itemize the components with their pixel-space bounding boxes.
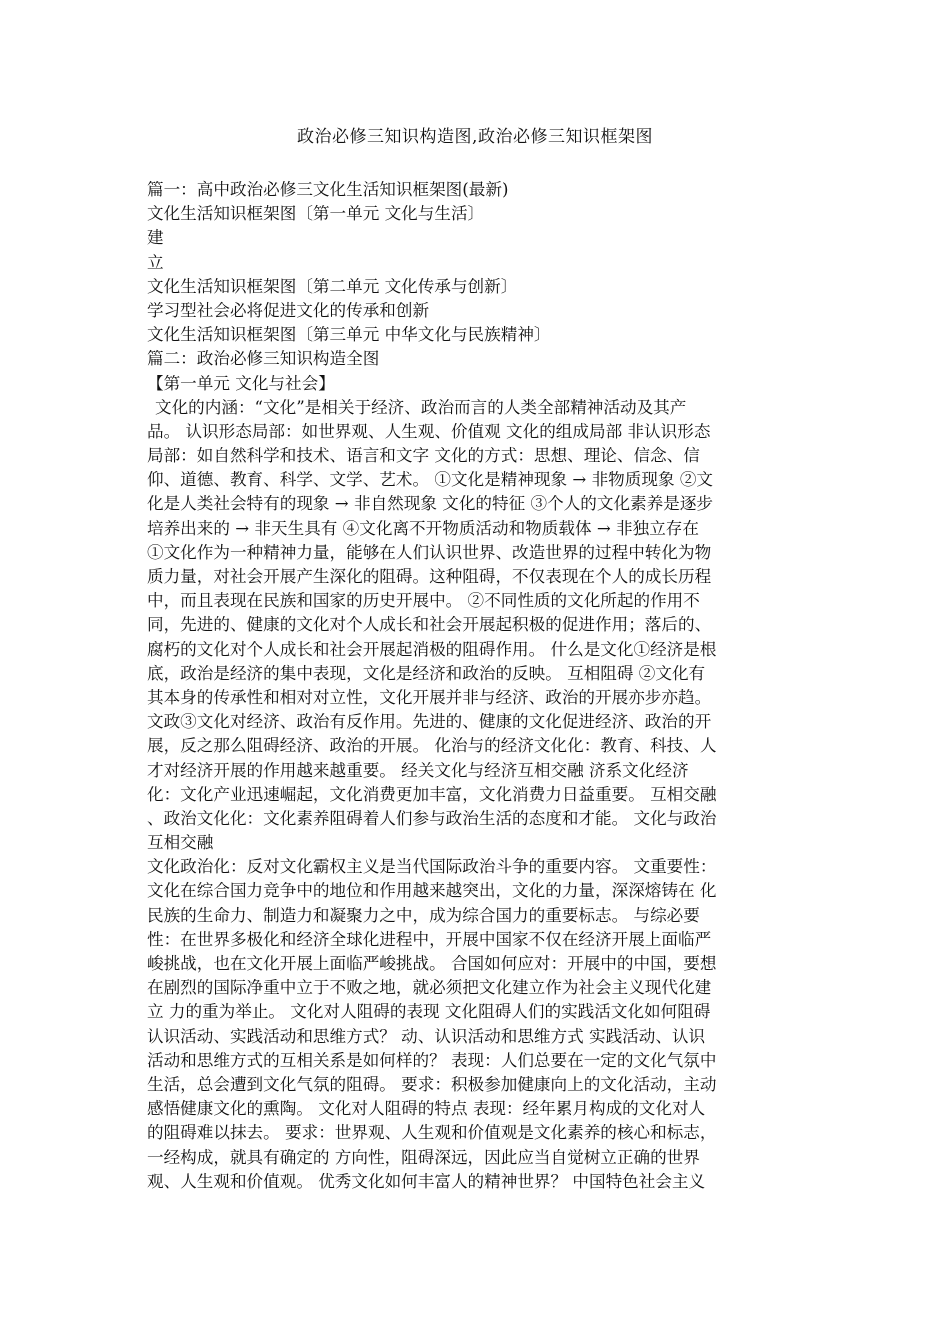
paragraph-line: 一经构成，就具有确定的 方向性，阻碍深远，因此应当自觉树立正确的世界 [147, 1147, 700, 1167]
paragraph-line: 质力量，对社会开展产生深化的阻碍。这种阻碍，不仅表现在个人的成长历程 [147, 567, 712, 586]
paragraph-line: 生活，总会遭到文化气氛的阻碍。 要求：积极参加健康向上的文化活动，主动 [147, 1074, 717, 1094]
paragraph-line: 中，而且表现在民族和国家的历史开展中。 ②不同性质的文化所起的作用不 [147, 591, 700, 611]
paragraph-line: 、政治文化化：文化素养阻碍着人们参与政治生活的态度和才能。 文化与政治 [147, 808, 717, 828]
paragraph-line: 篇二：政治必修三知识构造全图 [147, 349, 380, 369]
paragraph-line: 文化的内涵：“文化”是相关于经济、政治而言的人类全部精神活动及其产 [155, 397, 687, 417]
paragraph-line: 才对经济开展的作用越来越重要。 经关文化与经济互相交融 济系文化经济 [147, 760, 689, 780]
paragraph-line: 文化在综合国力竞争中的地位和作用越来越突出，文化的力量，深深熔铸在 化 [147, 881, 717, 901]
document-title: 政治必修三知识构造图,政治必修三知识框架图 [297, 127, 653, 147]
paragraph-line: 仰、道德、教育、科学、文学、艺术。 ①文化是精神现象 → 非物质现象 ②文 [147, 470, 714, 490]
paragraph-line: 腐朽的文化对个人成长和社会开展起消极的阻碍作用。 什么是文化①经济是根 [147, 639, 717, 659]
paragraph-line: 培养出来的 → 非天生具有 ④文化离不开物质活动和物质载体 → 非独立存在 [147, 518, 699, 538]
paragraph-line: 化：文化产业迅速崛起，文化消费更加丰富，文化消费力日益重要。 互相交融 [147, 784, 717, 804]
paragraph-line: 互相交融 [147, 833, 214, 853]
paragraph-line: 立 力的重为举止。 文化对人阻碍的表现 文化阻碍人们的实践活文化如何阻碍 [147, 1002, 711, 1022]
paragraph-line: 展，反之那么阻碍经济、政治的开展。 化治与的经济文化化：教育、科技、人 [147, 736, 717, 756]
paragraph-line: 文化生活知识框架图〔第一单元 文化与生活〕 [147, 204, 485, 224]
paragraph-line: 文化生活知识框架图〔第三单元 中华文化与民族精神〕 [147, 325, 551, 345]
paragraph-line: 民族的生命力、制造力和凝聚力之中，成为综合国力的重要标志。 与综必要 [147, 905, 700, 925]
paragraph-line: 观、人生观和价值观。 优秀文化如何丰富人的精神世界？ 中国特色社会主义 [147, 1171, 706, 1191]
paragraph-line: 底，政治是经济的集中表现，文化是经济和政治的反映。 互相阻碍 ②文化有 [147, 663, 706, 683]
paragraph-line: 认识活动、实践活动和思维方式？ 动、认识活动和思维方式 实践活动、认识 [147, 1026, 706, 1046]
paragraph-line: 文化政治化：反对文化霸权主义是当代国际政治斗争的重要内容。 文重要性： [147, 857, 717, 877]
paragraph-line: 文政③文化对经济、政治有反作用。先进的、健康的文化促进经济、政治的开 [147, 712, 712, 732]
paragraph-line: 立 [147, 252, 164, 272]
paragraph-line: 感悟健康文化的熏陶。 文化对人阻碍的特点 表现：经年累月构成的文化对人 [147, 1099, 706, 1119]
paragraph-line: 文化生活知识框架图〔第二单元 文化传承与创新〕 [147, 276, 518, 296]
section-heading: 【第一单元 文化与社会】 [147, 373, 335, 393]
paragraph-line: 学习型社会必将促进文化的传承和创新 [147, 300, 430, 320]
paragraph-line: 品。 认识形态局部：如世界观、人生观、价值观 文化的组成局部 非认识形态 [147, 421, 711, 441]
paragraph-line: 其本身的传承性和相对对立性，文化开展并非与经济、政治的开展亦步亦趋。 [147, 687, 712, 707]
paragraph-line: 篇一：高中政治必修三文化生活知识框架图(最新) [147, 180, 509, 199]
paragraph-line: 活动和思维方式的互相关系是如何样的？ 表现：人们总要在一定的文化气氛中 [147, 1050, 717, 1070]
paragraph-line: 同，先进的、健康的文化对个人成长和社会开展起积极的促进作用；落后的、 [147, 615, 712, 635]
paragraph-line: ①文化作为一种精神力量，能够在人们认识世界、改造世界的过程中转化为物 [147, 542, 712, 562]
paragraph-line: 建 [147, 228, 164, 248]
paragraph-line: 性：在世界多极化和经济全球化进程中，开展中国家不仅在经济开展上面临严 [147, 929, 712, 949]
paragraph-line: 局部：如自然科学和技术、语言和文字 文化的方式：思想、理论、信念、信 [147, 446, 700, 466]
paragraph-line: 峻挑战，也在文化开展上面临严峻挑战。 合国如何应对：开展中的中国，要想 [147, 954, 717, 973]
paragraph-line: 在剧烈的国际净重中立于不败之地，就必须把文化建立作为社会主义现代化建 [147, 978, 712, 998]
paragraph-line: 的阻碍难以抹去。 要求：世界观、人生观和价值观是文化素养的核心和标志， [147, 1123, 717, 1143]
document-body [147, 178, 809, 1194]
paragraph-line: 化是人类社会特有的现象 → 非自然现象 文化的特征 ③个人的文化素养是逐步 [147, 494, 714, 514]
